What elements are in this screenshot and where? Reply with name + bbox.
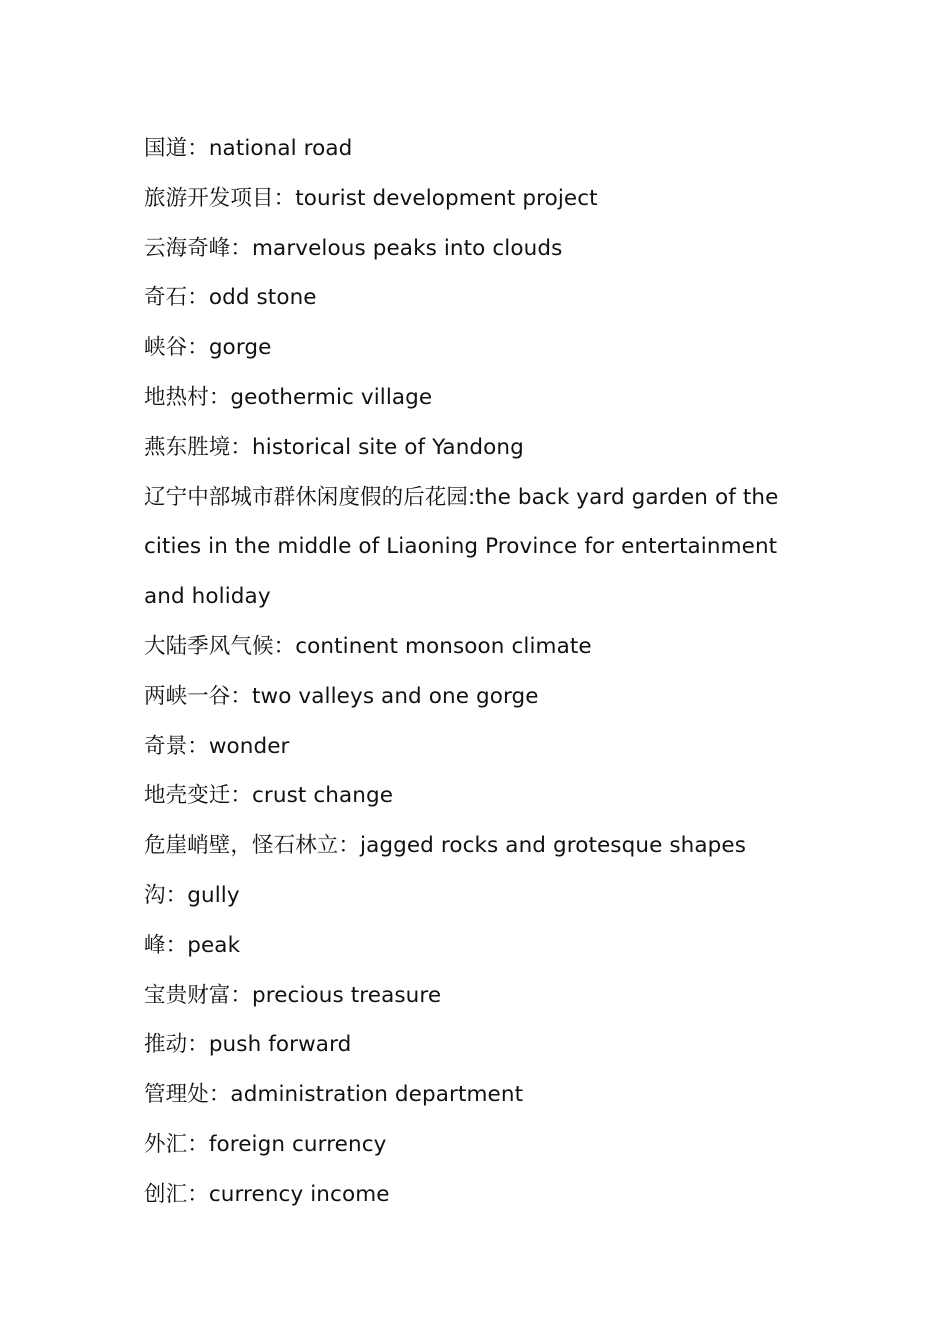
entry-chinese-term: 沟 [144, 882, 166, 908]
entry-separator: ： [187, 335, 209, 361]
glossary-entry-two-valleys [144, 672, 814, 722]
entry-chinese-term: 辽宁中部城市群休闲度假的后花园 [144, 484, 469, 510]
entry-chinese-term: 危崖峭壁，怪石林立 [144, 833, 339, 859]
entry-english-term: odd stone [208, 285, 317, 311]
entry-chinese-term: 管理处 [144, 1082, 209, 1108]
entry-separator: ： [187, 285, 209, 311]
entry-separator: ： [230, 434, 253, 460]
entry-separator: ： [208, 384, 231, 410]
entry-chinese-term: 地壳变迁 [144, 783, 231, 809]
entry-chinese-term: 峰 [144, 932, 166, 958]
entry-separator: ： [187, 1032, 209, 1058]
entry-english-term: foreign currency [208, 1131, 387, 1157]
entry-separator: ： [187, 136, 209, 161]
entry-separator: : [468, 484, 476, 510]
glossary-entry-monsoon-climate [144, 622, 814, 672]
entry-english-term: currency income [208, 1181, 390, 1207]
entry-separator: ： [273, 185, 296, 211]
entry-english-term: gorge [208, 335, 272, 361]
entry-separator: ： [230, 235, 253, 261]
glossary-entry-gully [144, 871, 814, 921]
entry-chinese-term: 云海奇峰 [144, 235, 231, 261]
entry-english-term: national road [208, 136, 353, 161]
glossary-entry-back-yard-garden [144, 473, 814, 622]
entry-english-term: jagged rocks and grotesque shapes [360, 833, 747, 859]
glossary-entry-marvelous-peaks [144, 224, 814, 274]
entry-english-term: continent monsoon climate [295, 633, 592, 659]
glossary-entry-push-forward [144, 1020, 814, 1070]
entry-english-term: tourist development project [295, 185, 598, 211]
glossary-entry-currency-income [144, 1170, 814, 1220]
entry-separator: ： [230, 683, 253, 709]
glossary-list [144, 124, 814, 1220]
entry-chinese-term: 峡谷 [144, 335, 188, 361]
entry-english-term: peak [187, 932, 241, 958]
entry-english-term: gully [187, 882, 240, 908]
glossary-entry-geothermic-village [144, 373, 814, 423]
entry-chinese-term: 奇景 [144, 733, 188, 759]
entry-separator: ： [165, 882, 188, 908]
entry-chinese-term: 宝贵财富 [144, 982, 231, 1008]
entry-chinese-term: 国道 [144, 136, 188, 161]
glossary-entry-peak [144, 921, 814, 971]
entry-english-term: two valleys and one gorge [252, 683, 539, 709]
entry-separator: ： [165, 932, 188, 958]
glossary-entry-tourist-development-project [144, 174, 814, 224]
entry-chinese-term: 燕东胜境 [144, 434, 231, 460]
glossary-entry-historical-site [144, 423, 814, 473]
entry-chinese-term: 外汇 [144, 1131, 188, 1157]
entry-english-term: historical site of Yandong [252, 434, 524, 460]
entry-english-term: crust change [252, 783, 394, 809]
entry-separator: ： [230, 783, 253, 809]
entry-separator: ： [273, 633, 296, 659]
entry-chinese-term: 推动 [144, 1032, 188, 1058]
entry-separator: ： [187, 733, 209, 759]
entry-chinese-term: 地热村 [144, 384, 209, 410]
entry-chinese-term: 两峡一谷 [144, 683, 231, 709]
entry-english-term: wonder [208, 733, 290, 759]
glossary-entry-foreign-currency [144, 1120, 814, 1170]
glossary-entry-precious-treasure [144, 971, 814, 1021]
glossary-entry-jagged-rocks [144, 821, 814, 871]
entry-chinese-term: 大陆季风气候 [144, 633, 274, 659]
entry-english-term: administration department [230, 1082, 524, 1108]
glossary-entry-wonder [144, 722, 814, 772]
entry-separator: ： [208, 1082, 231, 1108]
entry-separator: ： [338, 833, 361, 859]
entry-separator: ： [187, 1131, 209, 1157]
entry-english-term: marvelous peaks into clouds [252, 235, 563, 261]
entry-chinese-term: 旅游开发项目 [144, 185, 274, 211]
glossary-entry-administration-department [144, 1070, 814, 1120]
entry-english-term: geothermic village [230, 384, 433, 410]
entry-separator: ： [187, 1181, 209, 1207]
glossary-entry-gorge [144, 323, 814, 373]
glossary-entry-national-road [144, 124, 814, 174]
glossary-entry-odd-stone [144, 273, 814, 323]
entry-english-term: precious treasure [252, 982, 442, 1008]
entry-separator: ： [230, 982, 253, 1008]
entry-english-term: the back yard garden of the cities in the middle of Liaoning Province for entertainment and holiday [144, 484, 779, 610]
entry-english-term: push forward [208, 1032, 352, 1058]
glossary-entry-crust-change [144, 771, 814, 821]
entry-chinese-term: 奇石 [144, 285, 188, 311]
entry-chinese-term: 创汇 [144, 1181, 188, 1207]
